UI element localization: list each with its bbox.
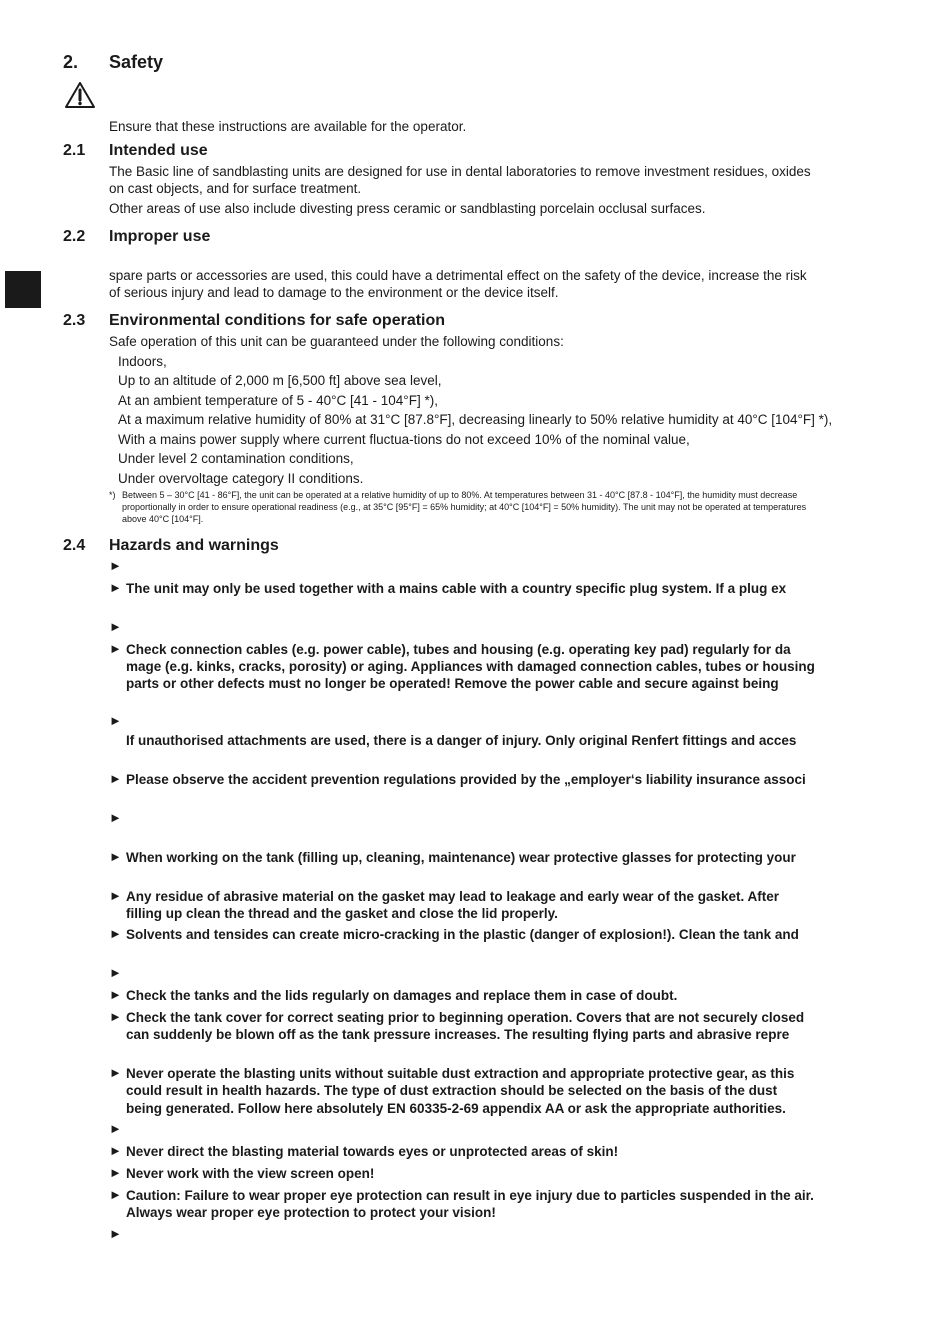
warning-item: can suddenly be blown off as the tank pressure increases. The resulting flying parts and abrasive repre: [126, 1027, 790, 1042]
warning-item: Please observe the accident prevention regulations provided by the „employer‘s liability insurance associ: [126, 772, 806, 787]
bullet-arrow-icon: ►: [109, 1165, 122, 1180]
subsection-title: Intended use: [109, 142, 208, 159]
footnote-line: above 40°C [104°F].: [122, 514, 204, 524]
warning-item: Always wear proper eye protection to protect your vision!: [126, 1205, 496, 1220]
condition-item: With a mains power supply where current fluctua-tions do not exceed 10% of the nominal value,: [118, 432, 690, 447]
footnote-line: Between 5 – 30°C [41 - 86°F], the unit can be operated at a relative humidity of up to 80%. At temperatures between 31 - 40°C [87.8 - 104°F], the humidity must decrease: [122, 490, 798, 500]
bullet-arrow-icon: ►: [109, 641, 122, 656]
bullet-arrow-icon: ►: [109, 987, 122, 1002]
subsection-title: Hazards and warnings: [109, 537, 279, 554]
warning-item: parts or other defects must no longer be operated! Remove the power cable and secure against being: [126, 676, 779, 691]
bullet-arrow-icon: ►: [109, 580, 122, 595]
warning-item: Caution: Failure to wear proper eye protection can result in eye injury due to particles suspended in the air.: [126, 1188, 814, 1203]
warning-triangle-icon: [64, 81, 96, 109]
bullet-arrow-icon: ►: [109, 926, 122, 941]
subsection-number: 2.3: [63, 312, 86, 329]
bullet-arrow-icon: ►: [109, 713, 122, 728]
subsection-number: 2.1: [63, 142, 86, 159]
warning-item: Solvents and tensides can create micro-cracking in the plastic (danger of explosion!). Clean the tank and: [126, 927, 799, 942]
language-tab-marker: [5, 271, 41, 308]
subsection-title: Environmental conditions for safe operation: [109, 312, 446, 329]
warning-item: The unit may only be used together with a mains cable with a country specific plug system. If a plug ex: [126, 581, 787, 596]
condition-item: Under overvoltage category II conditions.: [118, 471, 364, 486]
warning-item: Never direct the blasting material towards eyes or unprotected areas of skin!: [126, 1144, 619, 1159]
condition-item: At a maximum relative humidity of 80% at 31°C [87.8°F], decreasing linearly to 50% relative humidity at 40°C [104°F] *),: [118, 412, 833, 427]
warning-item: When working on the tank (filling up, cleaning, maintenance) wear protective glasses for protecting your: [126, 850, 796, 865]
warning-item: If unauthorised attachments are used, there is a danger of injury. Only original Renfert fittings and acces: [126, 733, 797, 748]
condition-item: Indoors,: [118, 354, 167, 369]
bullet-arrow-icon: ►: [109, 1121, 122, 1136]
condition-item: At an ambient temperature of 5 - 40°C [41 - 104°F] *),: [118, 393, 438, 408]
bullet-arrow-icon: ►: [109, 1065, 122, 1080]
bullet-arrow-icon: ►: [109, 888, 122, 903]
warning-item: Check the tanks and the lids regularly on damages and replace them in case of doubt.: [126, 988, 678, 1003]
section-title: Safety: [109, 52, 164, 72]
subsection-number: 2.4: [63, 537, 86, 554]
warning-item: filling up clean the thread and the gasket and close the lid properly.: [126, 906, 558, 921]
bullet-arrow-icon: ►: [109, 810, 122, 825]
paragraph-line: Safe operation of this unit can be guaranteed under the following conditions:: [109, 334, 564, 349]
warning-item: Check connection cables (e.g. power cable), tubes and housing (e.g. operating key pad) regularly for da: [126, 642, 791, 657]
paragraph-line: on cast objects, and for surface treatment.: [109, 181, 362, 196]
bullet-arrow-icon: ►: [109, 1226, 122, 1241]
footnote-line: proportionally in order to ensure operational readiness (e.g., at 35°C [95°F] = 65% humidity; at 40°C [104°F] = 50% humidity). The unit may not be operated at temperatures: [122, 502, 807, 512]
condition-item: Under level 2 contamination conditions,: [118, 451, 354, 466]
paragraph-line: of serious injury and lead to damage to the environment or the device itself.: [109, 285, 559, 300]
bullet-arrow-icon: ►: [109, 1187, 122, 1202]
warning-item: Never work with the view screen open!: [126, 1166, 375, 1181]
bullet-arrow-icon: ►: [109, 965, 122, 980]
warning-item: being generated. Follow here absolutely EN 60335-2-69 appendix AA or ask the appropriate authorities.: [126, 1101, 786, 1116]
bullet-arrow-icon: ►: [109, 1009, 122, 1024]
section-intro: Ensure that these instructions are available for the operator.: [109, 119, 467, 134]
bullet-arrow-icon: ►: [109, 1143, 122, 1158]
warning-item: mage (e.g. kinks, cracks, porosity) or aging. Appliances with damaged connection cables, tubes or housing: [126, 659, 815, 674]
bullet-arrow-icon: ►: [109, 849, 122, 864]
bullet-arrow-icon: ►: [109, 558, 122, 573]
paragraph-line: The Basic line of sandblasting units are designed for use in dental laboratories to remove investment residues, oxides: [109, 164, 811, 179]
warning-item: Any residue of abrasive material on the gasket may lead to leakage and early wear of the gasket. After: [126, 889, 779, 904]
paragraph-line: Other areas of use also include divesting press ceramic or sandblasting porcelain occlusal surfaces.: [109, 201, 706, 216]
warning-item: could result in health hazards. The type of dust extraction should be selected on the basis of the dust: [126, 1083, 778, 1098]
condition-item: Up to an altitude of 2,000 m [6,500 ft] above sea level,: [118, 373, 442, 388]
footnote-mark: *): [109, 490, 116, 500]
bullet-arrow-icon: ►: [109, 771, 122, 786]
subsection-title: Improper use: [109, 228, 211, 245]
bullet-arrow-icon: ►: [109, 619, 122, 634]
section-number: 2.: [63, 52, 79, 72]
subsection-number: 2.2: [63, 228, 86, 245]
warning-item: Check the tank cover for correct seating prior to beginning operation. Covers that are not securely closed: [126, 1010, 805, 1025]
paragraph-line: spare parts or accessories are used, this could have a detrimental effect on the safety of the device, increase the risk: [109, 268, 807, 283]
warning-item: Never operate the blasting units without suitable dust extraction and appropriate protective gear, as this: [126, 1066, 795, 1081]
